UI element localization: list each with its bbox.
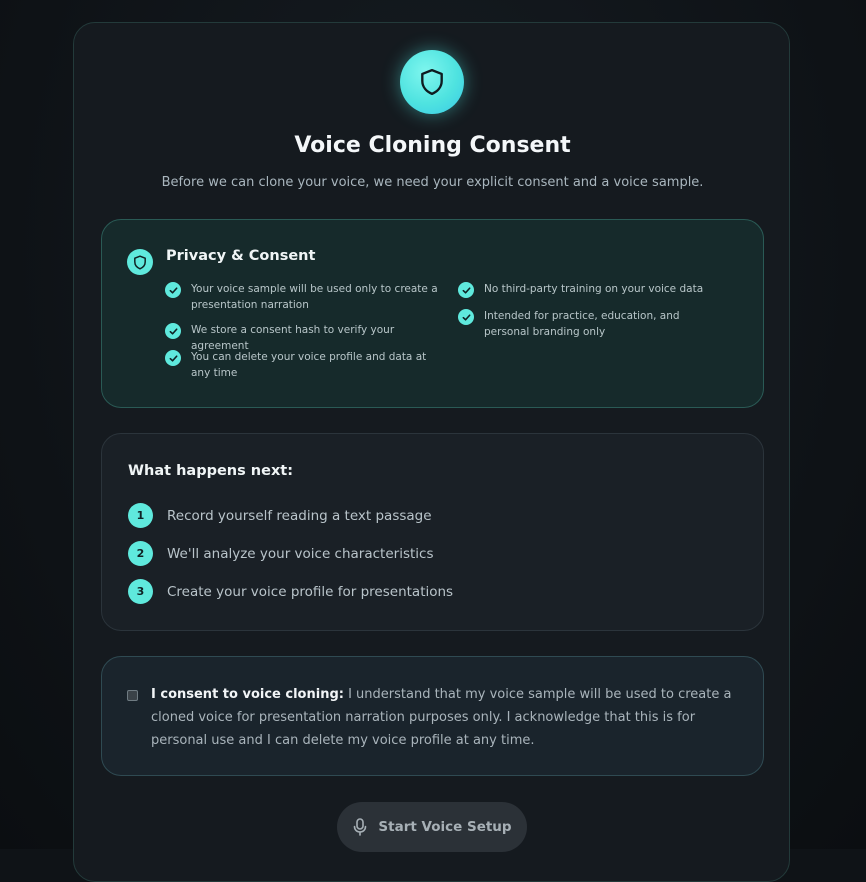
page-subtitle: Before we can clone your voice, we need your explicit consent and a voice sample. [161,175,704,190]
step-text: We'll analyze your voice characteristics [167,545,434,562]
step-number: 3 [128,579,153,604]
microphone-icon [352,818,368,836]
privacy-panel [101,219,764,408]
privacy-item [165,281,440,313]
privacy-item [458,308,728,340]
privacy-item-text: No third-party training on your voice data [484,283,704,295]
privacy-item-text: Your voice sample will be used only to create a presentation narration [191,283,438,311]
step-number: 1 [128,503,153,528]
shield-icon [127,249,153,275]
step-number: 2 [128,541,153,566]
consent-panel [101,656,764,776]
shield-icon [400,50,464,114]
privacy-item [458,281,728,298]
start-voice-setup-button[interactable] [337,802,527,852]
step-text: Create your voice profile for presentations [167,583,454,600]
check-icon [165,323,181,339]
privacy-item-text: You can delete your voice profile and data at any time [191,351,427,379]
privacy-item-text: Intended for practice, education, and personal branding only [484,310,680,338]
consent-label-text: I understand that my voice sample will be used to create a cloned voice for presentation narration purposes only. I acknowledge that this is for personal use and I can delete my voice profile at any time. [151,687,732,748]
consent-card [73,22,790,882]
step-item [128,503,432,528]
privacy-item [165,349,440,381]
consent-checkbox[interactable] [127,690,138,701]
step-text: Record yourself reading a text passage [167,507,432,524]
consent-label-bold: I consent to voice cloning: [151,687,344,702]
check-icon [458,309,474,325]
next-steps-title: What happens next: [128,463,294,479]
start-voice-setup-label: Start Voice Setup [378,819,512,835]
privacy-title: Privacy & Consent [166,248,316,264]
consent-label[interactable] [151,683,741,752]
step-item [128,541,434,566]
next-steps-panel [101,433,764,631]
check-icon [458,282,474,298]
check-icon [165,282,181,298]
check-icon [165,350,181,366]
privacy-item-text: We store a consent hash to verify your agreement [191,324,395,352]
step-item [128,579,453,604]
page-title: Voice Cloning Consent [294,133,571,158]
